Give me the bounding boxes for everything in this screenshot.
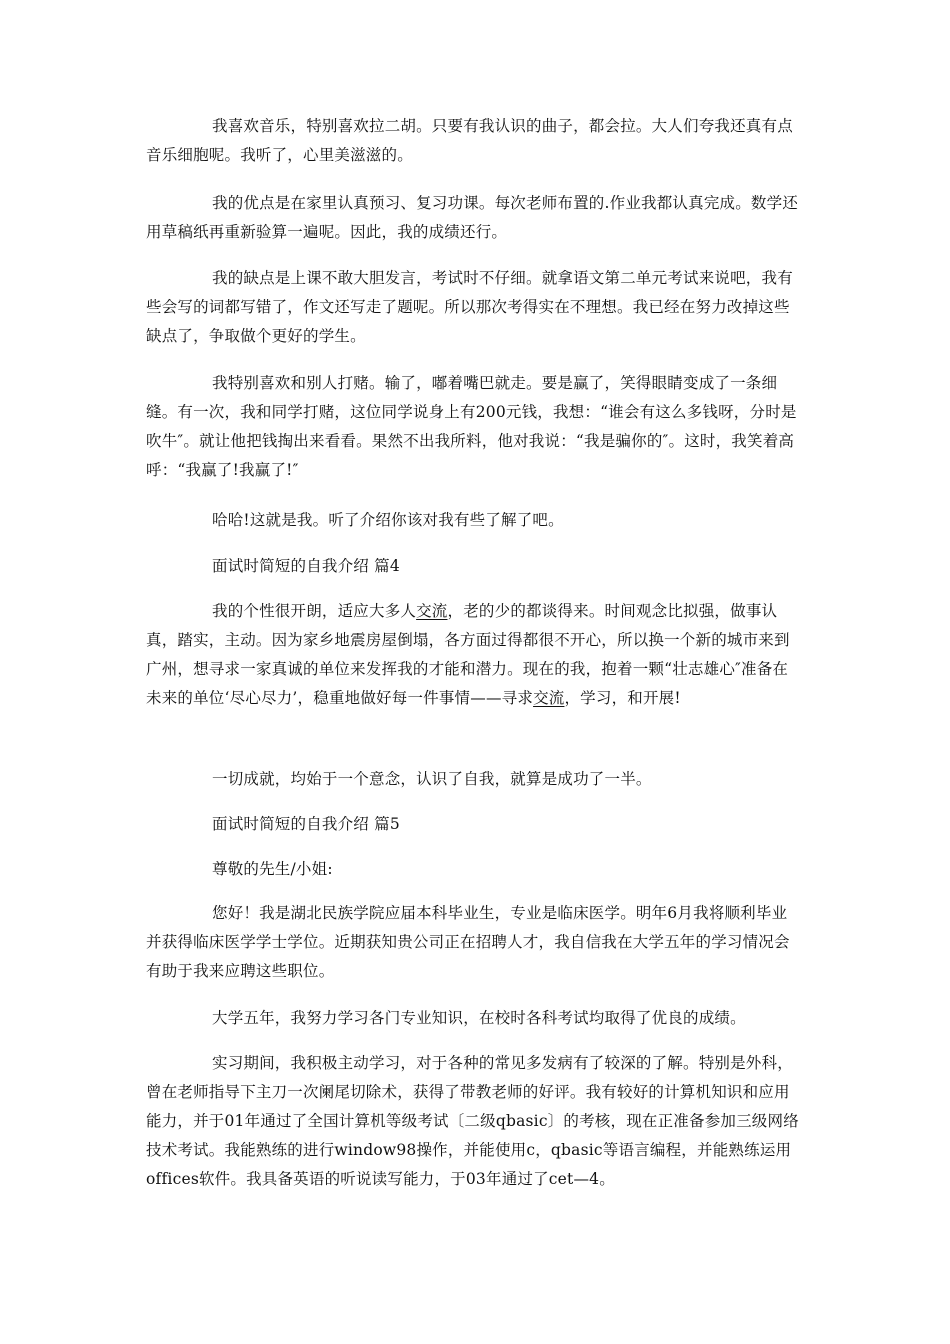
paragraph-personality-part-2: ，老的少的都谈得来。时间观念比拟强，做事认真，踏实，主动。因为家乡地震房屋倒塌，各方面过得都很不开心，所以换一个新的城市来到广州，想寻求一家真诚的单位来发挥我的才能和潜力。现在的我，抱着一颗“壮志雄心″准备在未来的单位‘尽心尽力’，稳重地做好每一件事情——寻求 (146, 602, 790, 707)
paragraph-introduction: 您好！我是湖北民族学院应届本科毕业生，专业是临床医学。明年6月我将顺利毕业并获得临床医学学士学位。近期获知贵公司正在招聘人才，我自信我在大学五年的学习情况会有助于我来应聘这些职位。 (146, 904, 790, 980)
paragraph-conclusion: 哈哈!这就是我。听了介绍你该对我有些了解了吧。 (212, 511, 564, 529)
paragraph-salutation: 尊敬的先生/小姐: (212, 860, 333, 878)
section-heading-4: 面试时简短的自我介绍 篇4 (212, 557, 400, 575)
link-communication-1[interactable]: 交流 (416, 602, 448, 620)
link-communication-2[interactable]: 交流 (533, 689, 565, 707)
paragraph-strengths: 我的优点是在家里认真预习、复习功课。每次老师布置的.作业我都认真完成。数学还用草稿纸再重新验算一遍呢。因此，我的成绩还行。 (146, 194, 799, 241)
paragraph-university: 大学五年，我努力学习各门专业知识，在校时各科考试均取得了优良的成绩。 (212, 1009, 746, 1027)
paragraph-music: 我喜欢音乐，特别喜欢拉二胡。只要有我认识的曲子，都会拉。大人们夸我还真有点音乐细胞呢。我听了，心里美滋滋的。 (146, 117, 793, 164)
paragraph-personality-part-3: ，学习，和开展! (564, 689, 681, 707)
paragraph-achievement: 一切成就，均始于一个意念，认识了自我，就算是成功了一半。 (212, 770, 652, 788)
paragraph-weaknesses: 我的缺点是上课不敢大胆发言，考试时不仔细。就拿语文第二单元考试来说吧，我有些会写的词都写错了，作文还写走了题呢。所以那次考得实在不理想。我已经在努力改掉这些缺点了，争取做个更好的学生。 (146, 269, 793, 345)
paragraph-personality (146, 597, 800, 713)
paragraph-personality-part-1: 我的个性很开朗，适应大多人 (212, 602, 417, 620)
paragraph-internship: 实习期间，我积极主动学习，对于各种的常见多发病有了较深的了解。特别是外科，曾在老师指导下主刀一次阑尾切除术，获得了带教老师的好评。我有较好的计算机知识和应用能力，并于01年通过了全国计算机等级考试〔二级qbasic〕的考核，现在正准备参加三级网络技术考试。我能熟练的进行window98操作，并能使用c，qbasic等语言编程，并能熟练运用offices软件。我具备英语的听说读写能力，于03年通过了cet—4。 (146, 1054, 799, 1188)
paragraph-betting: 我特别喜欢和别人打赌。输了，嘟着嘴巴就走。要是赢了，笑得眼睛变成了一条细缝。有一次，我和同学打赌，这位同学说身上有200元钱，我想：“谁会有这么多钱呀，分时是吹牛″。就让他把钱掏出来看看。果然不出我所料，他对我说：“我是骗你的″。这时，我笑着高呼：“我赢了!我赢了!″ (146, 374, 797, 479)
section-heading-5: 面试时简短的自我介绍 篇5 (212, 815, 400, 833)
